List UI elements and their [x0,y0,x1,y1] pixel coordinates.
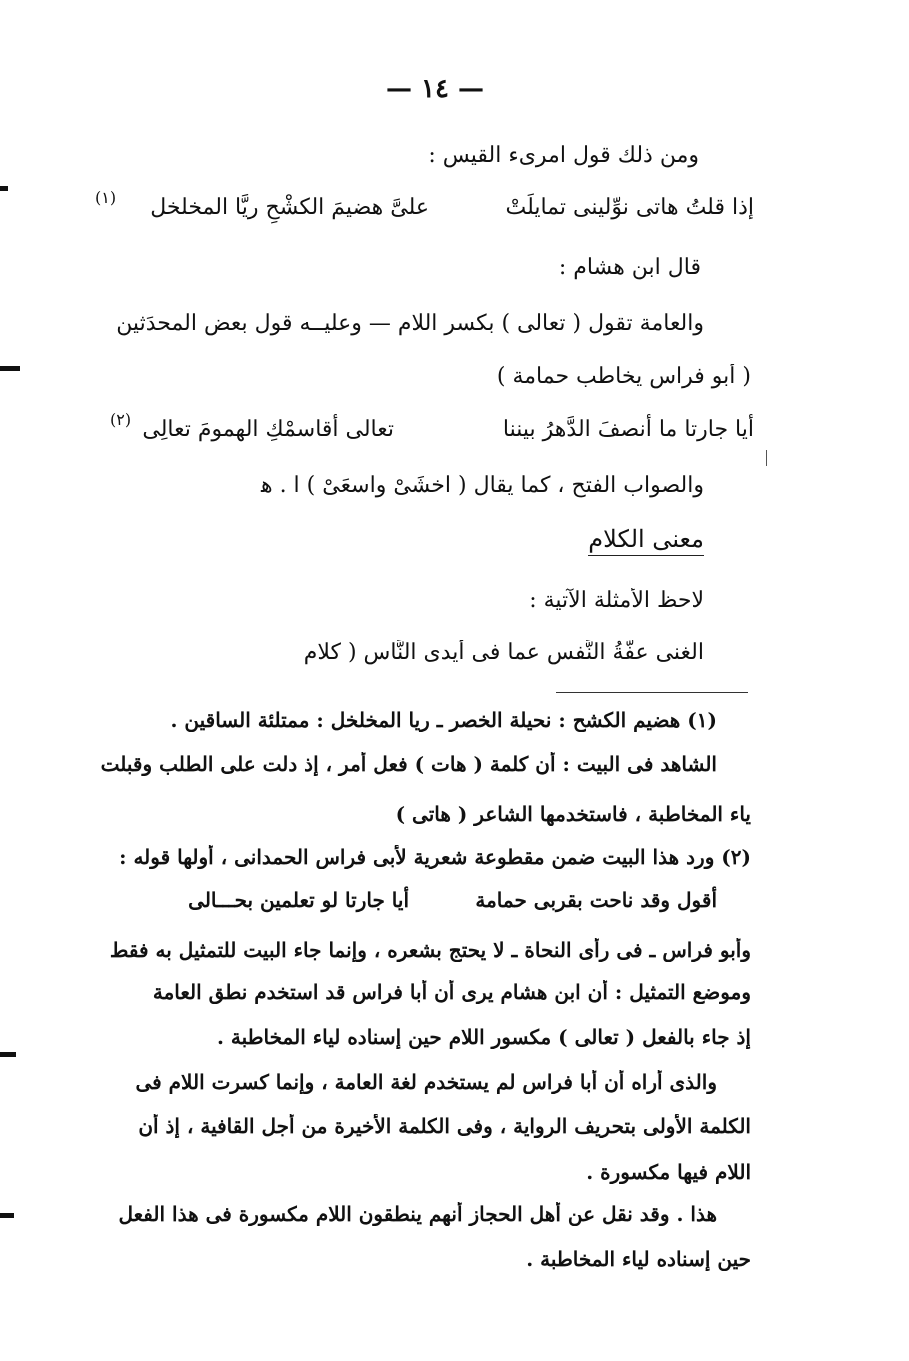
footnote-line: اللام فيها مكسورة . [586,1160,751,1184]
footnote-line: وموضع التمثيل : أن ابن هشام يرى أن أبا فراس قد استخدم نطق العامة [152,980,751,1004]
footnote-line: هذا . وقد نقل عن أهل الحجاز أنهم ينطقون اللام مكسورة فى هذا الفعل [118,1202,717,1226]
footnote-line: ياء المخاطبة ، فاستخدمها الشاعر ( هاتى ) [395,802,751,826]
verse1-hemistich1: إذا قلتُ هاتى نوِّلينى تمايلَتْ [505,195,754,220]
abu-firas-line: ( أبو فراس يخاطب حمامة ) [496,364,751,389]
margin-mark [0,366,20,371]
verse1-hemistich2: علىَّ هضيمَ الكشْحِ ريَّا المخلخل [150,195,429,220]
footnote-line: إذ جاء بالفعل ( تعالى ) مكسور اللام حين إسناده لياء المخاطبة . [216,1025,751,1049]
footnote-separator [556,692,748,693]
footnote-line: حين إسناده لياء المخاطبة . [526,1247,751,1271]
example-line: الغنى عفَّةُ النَّفس عما فى أيدى النَّاس ( كلام [303,640,704,665]
margin-mark [0,1052,16,1057]
verse2-hemistich2: تعالى أقاسمْكِ الهمومَ تعالِى [142,417,394,442]
footnote-line: الكلمة الأولى بتحريف الرواية ، وفى الكلمة الأخيرة من أجل القافية ، إذ أن [138,1114,751,1138]
common-usage-line: والعامة تقول ( تعالى ) بكسر اللام — وعليــه قول بعض المحدَثين [116,311,704,336]
ibn-hisham-line: قال ابن هشام : [558,255,701,280]
footnote-line: (٢) ورد هذا البيت ضمن مقطوعة شعرية لأبى فراس الحمدانى ، أولها قوله : [119,845,751,869]
correct-form-line: والصواب الفتح ، كما يقال ( اخشَىْ واسعَىْ ) ا . ﻫ [260,473,704,498]
footnote-line: وأبو فراس ـ فى رأى النحاة ـ لا يحتج بشعره ، وإنما جاء البيت للتمثيل به فقط [109,938,751,962]
footnote-line: الشاهد فى البيت : أن كلمة ( هات ) فعل أمر ، إذ دلت على الطلب وقبلت [100,752,717,776]
footnote-line: والذى أراه أن أبا فراس لم يستخدم لغة العامة ، وإنما كسرت اللام فى [135,1070,717,1094]
verse2-hemistich1: أيا جارتا ما أنصفَ الدَّهرُ بيننا [502,417,754,442]
footnote-verse-hemistich2: أيا جارتا لو تعلمين بحـــالى [188,888,409,912]
intro-line: ومن ذلك قول امرىء القيس : [428,143,699,168]
footnote-verse-hemistich1: أقول وقد ناحت بقربى حمامة [475,888,717,912]
verse1-note-marker: (١) [95,188,117,207]
page-number: — ١٤ — [385,74,485,104]
observe-line: لاحظ الأمثلة الآتية : [529,588,704,613]
footnote-line: (١) هضيم الكشح : نحيلة الخصر ـ ريا المخلخل : ممتلئة الساقين . [170,708,717,732]
section-heading: معنى الكلام [588,525,704,556]
margin-bar [766,450,767,466]
verse2-note-marker: (٢) [110,410,132,429]
margin-mark [0,186,8,191]
margin-mark [0,1213,14,1218]
